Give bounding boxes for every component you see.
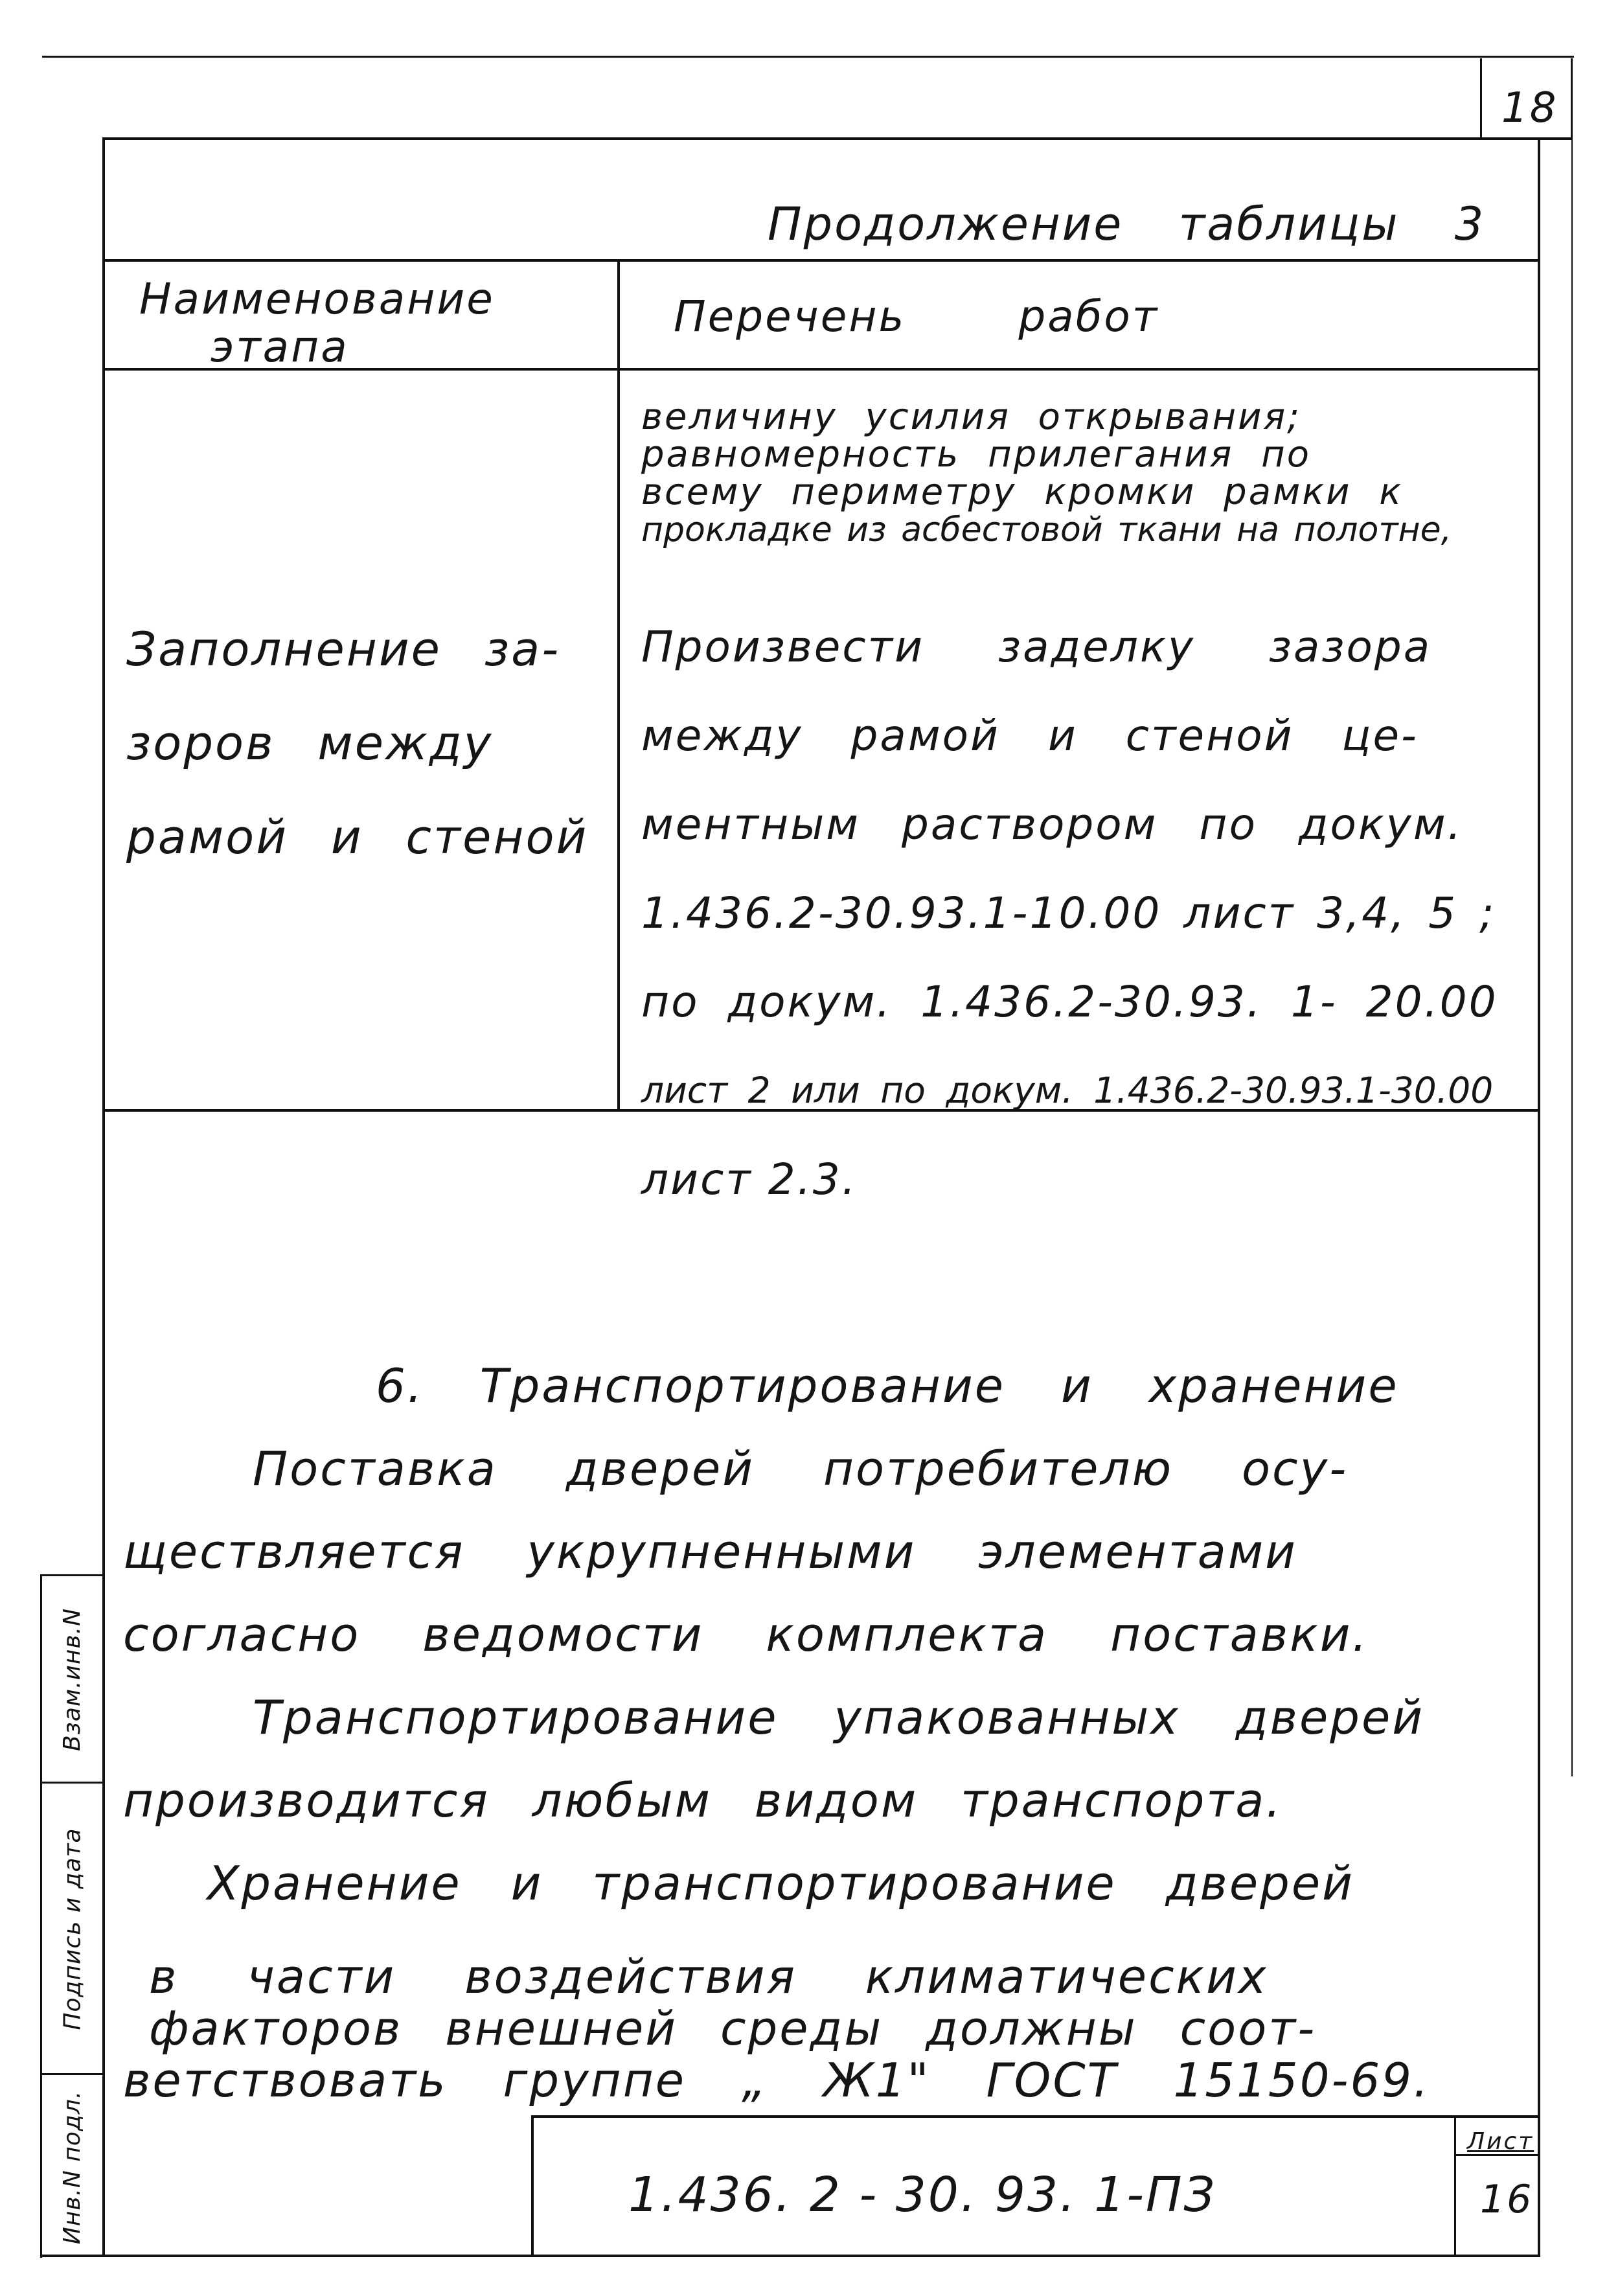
- side-stamp-inv-orig: Инв.N подл.: [59, 2090, 86, 2244]
- section-line: согласно ведомости комплекта поставки.: [123, 1607, 1369, 1662]
- page-number-box-left: [1480, 58, 1482, 139]
- frame-bottom: [40, 2255, 1540, 2257]
- section-line: ветствовать группе „ Ж1" ГОСТ 15150-69.: [123, 2053, 1430, 2107]
- table-caption: Продолжение таблицы 3: [768, 198, 1486, 251]
- section-line: в части воздействия климатических: [149, 1949, 1268, 2004]
- work-line: по докум. 1.436.2-30.93. 1- 20.00: [641, 977, 1498, 1027]
- section-line: ществляется укрупненными элементами: [123, 1524, 1297, 1579]
- section-line: Транспортирование упакованных дверей: [253, 1690, 1425, 1745]
- work-line: лист 2 или по докум. 1.436.2-30.93.1-30.00: [641, 1070, 1494, 1111]
- frame-top: [102, 137, 1573, 140]
- page-number: 18: [1501, 84, 1558, 132]
- continuation-line: всему периметру кромки рамки к: [641, 471, 1404, 513]
- work-line: 1.436.2-30.93.1-10.00 лист 3,4, 5 ;: [641, 888, 1496, 938]
- work-line: ментным раствором по докум.: [641, 799, 1463, 849]
- sheet-number: 16: [1480, 2177, 1534, 2222]
- outer-right-rule: [1571, 137, 1573, 1776]
- side-stamp-divider: [40, 1782, 105, 1784]
- stage-name-cell: [126, 603, 588, 884]
- section-heading: 6. Транспортирование и хранение: [376, 1359, 1399, 1413]
- side-stamp-divider: [40, 2073, 105, 2075]
- section-line: Хранение и транспортирование дверей: [207, 1856, 1354, 1911]
- title-block-top: [531, 2115, 1540, 2118]
- stage-name-line: Заполнение за-: [126, 622, 561, 676]
- side-stamp-cell-inv-replace: [40, 1578, 105, 1782]
- side-stamp: [40, 1574, 105, 2261]
- page-number-box-right: [1571, 58, 1573, 139]
- work-line: лист 2.3.: [641, 1154, 858, 1204]
- continuation-text: [641, 398, 1548, 549]
- column-header-works: Перечень работ: [674, 292, 1159, 341]
- title-block-left: [531, 2115, 534, 2257]
- side-stamp-cell-signature: [40, 1785, 105, 2073]
- side-stamp-divider: [40, 1574, 105, 1576]
- table-column-divider: [617, 259, 620, 1111]
- stage-name-line: зоров между: [126, 716, 494, 770]
- continuation-line: величину усилия открывания;: [641, 396, 1302, 438]
- column-header-stage-line-1: Наименование: [139, 274, 495, 324]
- continuation-line: прокладке из асбестовой ткани на полотне,: [641, 511, 1452, 549]
- side-stamp-cell-inv-orig: [40, 2076, 105, 2258]
- stage-name-line: рамой и стеной: [126, 810, 589, 864]
- transport-section: [123, 1344, 1483, 2106]
- section-line: факторов внешней среды должны соот-: [149, 2001, 1317, 2056]
- work-line: между рамой и стеной це-: [641, 711, 1419, 761]
- side-stamp-inv-replace: Взам.инв.N: [59, 1607, 86, 1752]
- sheet-cell-left: [1454, 2115, 1456, 2257]
- sheet-label: Лист: [1467, 2128, 1534, 2155]
- column-header-stage-line-2: этапа: [211, 322, 349, 372]
- side-stamp-signature-date: Подпись и дата: [59, 1828, 86, 2030]
- work-line: Произвести заделку зазора: [641, 622, 1432, 672]
- table-top-rule: [102, 259, 1540, 262]
- work-list-cell: [641, 603, 1498, 1224]
- document-code: 1.436. 2 - 30. 93. 1-ПЗ: [628, 2167, 1217, 2223]
- top-rule: [42, 56, 1574, 58]
- column-header-stage: [139, 275, 593, 371]
- section-line: производится любым видом транспорта.: [123, 1773, 1283, 1828]
- continuation-line: равномерность прилегания по: [641, 433, 1311, 476]
- section-line: Поставка дверей потребителю осу-: [253, 1441, 1349, 1496]
